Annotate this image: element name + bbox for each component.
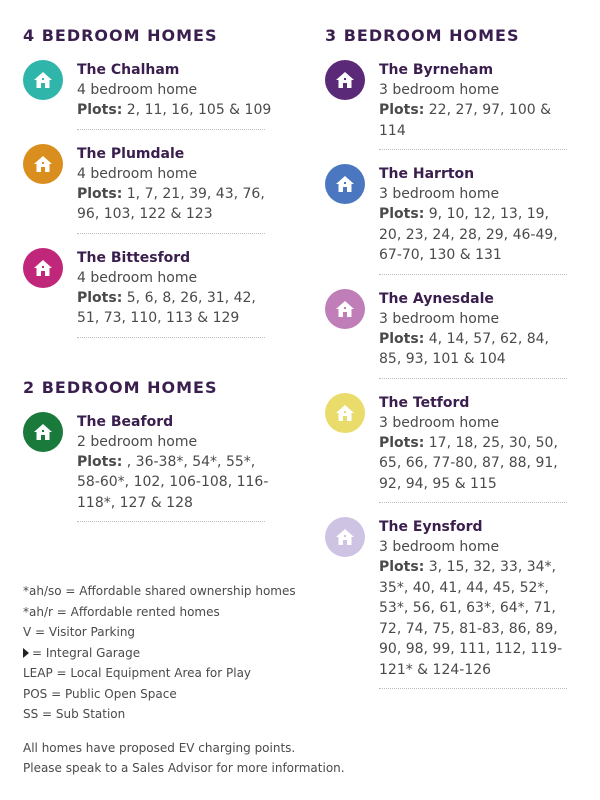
plots-label: Plots: [77, 102, 123, 118]
home-plots [379, 100, 575, 141]
plots-label: Plots: [77, 453, 123, 470]
house-icon [335, 403, 355, 423]
house-icon [33, 422, 53, 442]
home-plots [77, 100, 273, 121]
home-plots [77, 288, 273, 329]
home-entry [325, 60, 575, 141]
home-plots [379, 204, 575, 266]
home-entry [325, 393, 575, 495]
legend-ahso: *ah/so = Affordable shared ownership homes [23, 584, 296, 598]
home-plots [379, 557, 575, 680]
home-badge [325, 164, 365, 204]
house-icon [33, 154, 53, 174]
home-plots [379, 433, 575, 495]
divider [379, 502, 567, 503]
footer-line-1: All homes have proposed EV charging points. [23, 741, 296, 755]
legend-leap: LEAP = Local Equipment Area for Play [23, 666, 252, 680]
home-type: 3 bedroom home [379, 414, 500, 431]
plots-label: Plots: [379, 434, 425, 451]
plots-value: 2, 11, 16, 105 & 109 [126, 102, 272, 118]
divider [77, 233, 265, 234]
home-name: The Byrneham [379, 62, 494, 78]
plots-label: Plots: [379, 330, 425, 347]
house-icon [33, 258, 53, 278]
house-icon [33, 70, 53, 90]
plots-label: Plots: [379, 559, 425, 575]
home-entry [23, 412, 273, 514]
home-plots [77, 184, 273, 225]
house-icon [335, 299, 355, 319]
home-badge [23, 248, 63, 288]
house-icon [335, 70, 355, 90]
home-entry [325, 517, 575, 680]
plots-label: Plots: [77, 289, 123, 306]
legend [23, 581, 296, 725]
home-badge [23, 60, 63, 100]
home-name: The Tetford [379, 394, 470, 411]
divider [379, 149, 567, 150]
footer [23, 738, 345, 778]
home-name: The Bittesford [77, 249, 191, 266]
legend-garage: = Integral Garage [32, 645, 141, 660]
plots-label: Plots: [379, 206, 425, 222]
plots-value: 3, 15, 32, 33, 34*, 35*, 40, 41, 44, 45, 52*, 53*, 56, 61, 63*, 64*, 71, 72, 74, 75, 81-83, 86, 89, 90, 98, 99, 111, 112, 119-121* & 124-126 [379, 559, 563, 678]
plots-value: 17, 18, 25, 30, 50, 65, 66, 77-80, 87, 88, 91, 92, 94, 95 & 115 [379, 434, 558, 492]
legend-visitor: V = Visitor Parking [23, 625, 136, 639]
left-column [23, 26, 273, 522]
legend-garage-row [23, 643, 296, 664]
plots-value: 9, 10, 12, 13, 19, 20, 23, 24, 28, 29, 46-49, 67-70, 130 & 131 [379, 206, 558, 263]
home-type: 4 bedroom home [77, 269, 198, 286]
home-name: The Aynesdale [379, 290, 494, 307]
home-entry [23, 248, 273, 329]
home-badge [325, 289, 365, 329]
home-badge [325, 517, 365, 557]
home-entry [23, 144, 273, 225]
house-icon [335, 174, 355, 194]
homes-2-bedroom-list [23, 412, 273, 523]
home-entry [325, 164, 575, 266]
homes-3-bedroom-list [325, 60, 575, 689]
divider [379, 274, 567, 275]
home-name: The Eynsford [379, 519, 483, 535]
home-type: 2 bedroom home [77, 433, 198, 450]
plots-value: 1, 7, 21, 39, 43, 76, 96, 103, 122 & 123 [77, 185, 265, 222]
section-title-3-bedroom: 3 BEDROOM HOMES [325, 26, 520, 45]
home-badge [325, 60, 365, 100]
home-name: The Plumdale [77, 145, 185, 162]
home-name: The Harrton [379, 166, 475, 182]
home-type: 3 bedroom home [379, 539, 500, 555]
footer-line-2: Please speak to a Sales Advisor for more information. [23, 761, 345, 775]
plots-value: 4, 14, 57, 62, 84, 85, 93, 101 & 104 [379, 330, 549, 367]
divider [379, 688, 567, 689]
home-type: 3 bedroom home [379, 186, 500, 202]
right-column [325, 26, 575, 689]
plots-value: 5, 6, 8, 26, 31, 42, 51, 73, 110, 113 & 129 [77, 289, 256, 326]
divider [77, 129, 265, 130]
divider [379, 378, 567, 379]
plots-value: 22, 27, 97, 100 & 114 [379, 102, 551, 139]
home-badge [23, 412, 63, 452]
legend-ahr: *ah/r = Affordable rented homes [23, 604, 220, 619]
section-title-4-bedroom: 4 BEDROOM HOMES [23, 26, 218, 45]
plots-label: Plots: [77, 185, 123, 202]
homes-4-bedroom-list [23, 60, 273, 338]
legend-pos: POS = Public Open Space [23, 686, 177, 701]
house-icon [335, 527, 355, 547]
home-entry [325, 289, 575, 370]
divider [77, 337, 265, 338]
divider [77, 521, 265, 522]
home-type: 4 bedroom home [77, 82, 198, 98]
section-title-2-bedroom: 2 BEDROOM HOMES [23, 377, 218, 397]
home-entry [23, 60, 273, 121]
triangle-icon [23, 648, 29, 658]
home-name: The Beaford [77, 413, 174, 430]
home-plots [77, 452, 273, 514]
home-name: The Chalham [77, 62, 180, 78]
home-type: 4 bedroom home [77, 165, 198, 182]
plots-value: , 36-38*, 54*, 55*, 58-60*, 102, 106-108, 116-118*, 127 & 128 [77, 453, 269, 511]
home-badge [325, 393, 365, 433]
plots-label: Plots: [379, 102, 425, 118]
home-plots [379, 329, 575, 370]
home-type: 3 bedroom home [379, 310, 500, 327]
legend-ss: SS = Sub Station [23, 707, 126, 721]
home-badge [23, 144, 63, 184]
home-type: 3 bedroom home [379, 82, 500, 98]
